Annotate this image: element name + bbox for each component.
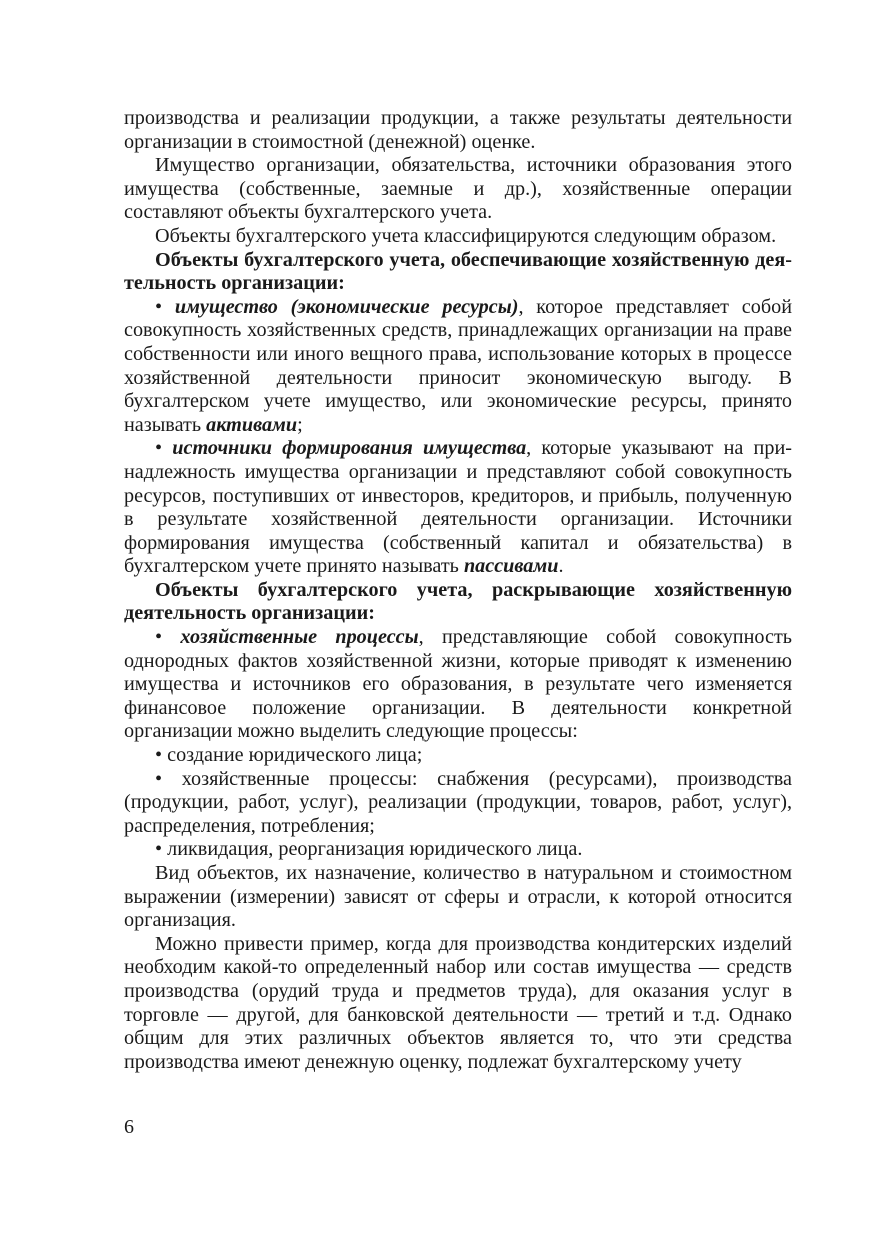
page-text (124, 107, 792, 1074)
bullet: • (155, 437, 163, 460)
item-text: , которые указывают на принадлежность имущества организации и представляют собой совокупность ресурсов, поступивших от инвесторов, кредиторов, и прибыль, полученную в результате хозяйственной деятельности организации. Источники формирования имущества (собственный капитал и обязательства) в бухгалтерском учете принято называть (124, 437, 792, 578)
item-text: , представляющие собой совокупность однородных фактов хозяйственной жизни, которые приводят к изменению имущества и источников его образования, в результате чего изменяется финансовое положение организации. В деятельности конкретной организации можно выделить следующие процессы: (124, 626, 792, 743)
page-number: 6 (124, 1116, 134, 1138)
list-item-liabilities (124, 437, 792, 579)
paragraph-continuation: производства и реализации продукции, а также результаты деятельности организации в стоимостной (денежной) оценке. (124, 107, 792, 153)
sub-item-economic-processes: • хозяйственные процессы: снабжения (ресурсами), производства (продукции, работ, услуг), реализации (продукции, товаров, работ, услуг), распределения, потребления; (124, 767, 792, 837)
term-sources: источники формирования имущества (172, 437, 527, 460)
term-assets: активами (206, 413, 298, 436)
bullet: • (155, 295, 163, 318)
punctuation: . (558, 555, 564, 578)
sub-item-creation: • создание юридического лица; (155, 744, 423, 767)
section-heading-1: Объекты бухгалтерского учета, обеспечивающие хозяйственную деятельность организации: (124, 248, 792, 295)
list-item-processes (124, 626, 792, 744)
paragraph-objects: Имущество организации, обязательства, источники образования этого имущества (собственные, заемные и др.), хозяйственные операции составляют объекты бухгалтерского учета. (124, 154, 792, 224)
term-liabilities: пассивами (463, 555, 559, 578)
sub-item-liquidation: • ликвидация, реорганизация юридического лица. (155, 838, 583, 861)
bullet: • (155, 626, 163, 649)
paragraph-classification: Объекты бухгалтерского учета классифицируются следующим образом. (155, 224, 777, 247)
term-property: имущество (экономические ресурсы) (174, 295, 519, 318)
section-heading-2: Объекты бухгалтерского учета, раскрывающие хозяйственную деятельность организации: (124, 578, 792, 625)
paragraph-example: Можно привести пример, когда для производства кондитерских изделий необходим какой-то определенный набор или состав имущества — средств производства (орудий труда и предметов труда), для оказания услуг в торговле — другой, для банковской деятельности — третий и т.д. Однако общим для этих различных объектов является то, что эти средства производства имеют денежную оценку, подлежат бухгалтерскому учету (124, 932, 792, 1073)
term-processes: хозяйственные процессы (180, 626, 419, 649)
list-item-assets (124, 296, 792, 438)
item-text: , которое представляет собой совокупность хозяйственных средств, принадлежащих организации на праве собственности или иного вещного права, использование которых в процессе хозяйственной деятельности приносит экономическую выгоду. В бухгалтерском учете имущество, или экономические ресурсы, принято называть (124, 295, 792, 436)
punctuation: ; (297, 413, 303, 436)
paragraph-object-types: Вид объектов, их назначение, количество в натуральном и стоимостном выражении (измерении) зависят от сферы и отрасли, к которой относится организация. (124, 862, 792, 932)
